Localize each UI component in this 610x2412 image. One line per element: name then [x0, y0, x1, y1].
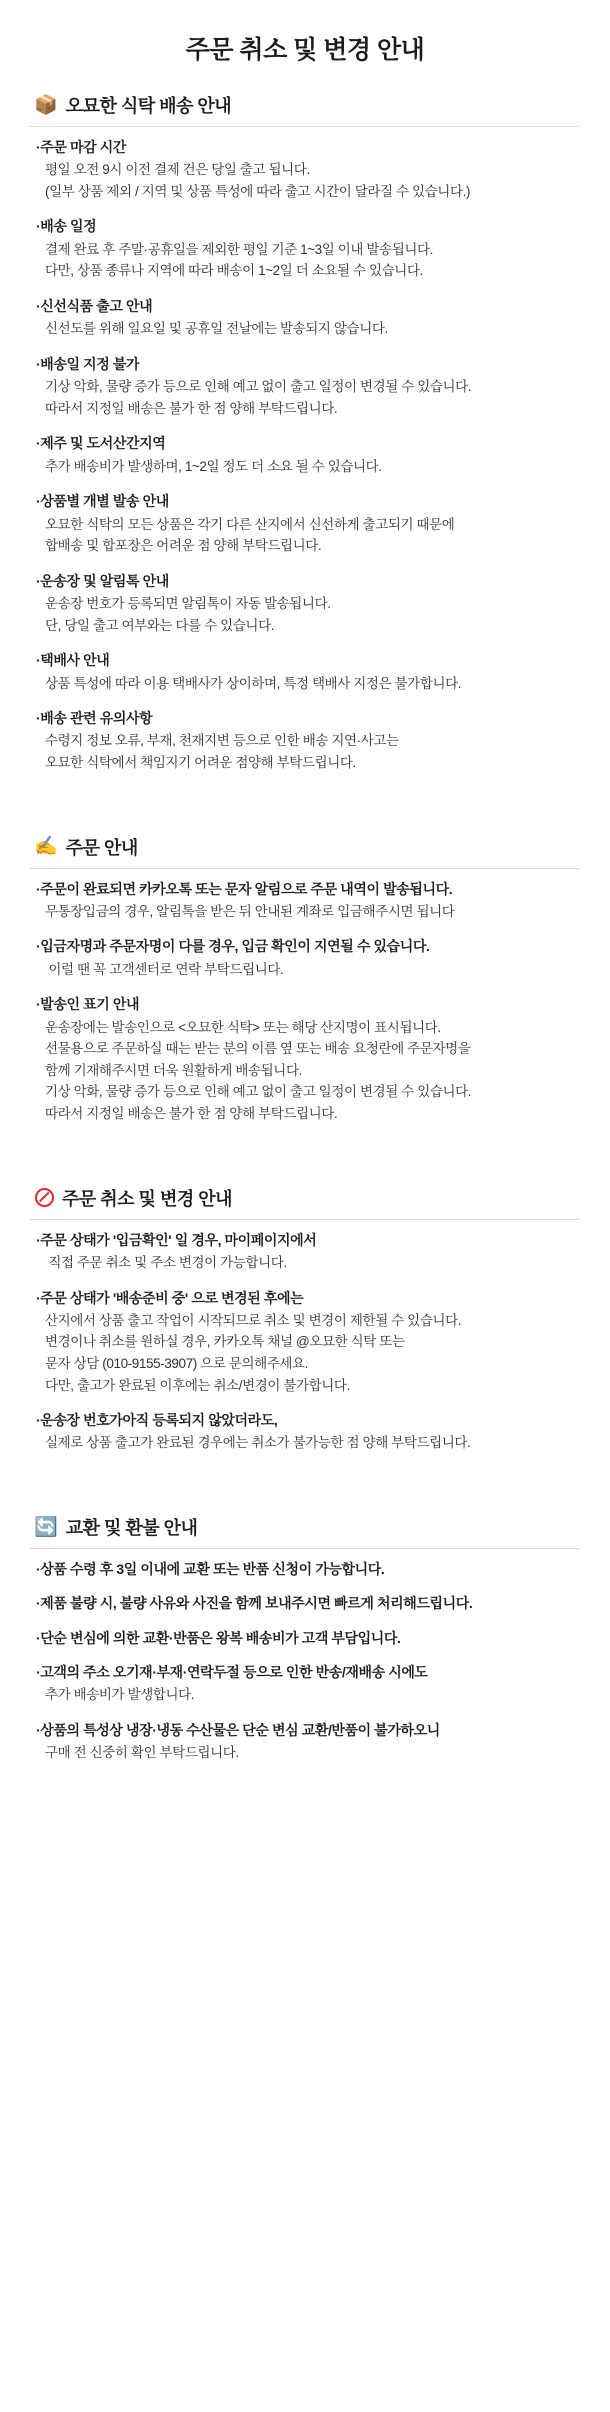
item-line: 구매 전 신중히 확인 부탁드립니다.: [45, 1745, 239, 1761]
item-line: 다만, 상품 종류나 지역에 따라 배송이 1~2일 더 소요될 수 있습니다.: [45, 263, 423, 279]
section-title: 교환 및 환불 안내: [65, 1518, 198, 1539]
item-line: 실제로 상품 출고가 완료된 경우에는 취소가 불가능한 점 양해 부탁드립니다.: [45, 1435, 471, 1451]
item-body: [36, 456, 580, 478]
list-item: [30, 879, 580, 923]
section-cancel-change: [30, 1185, 580, 1454]
list-item: [30, 1230, 580, 1274]
list-item: [30, 354, 580, 419]
item-heading: ·주문이 완료되면 카카오톡 또는 문자 알림으로 주문 내역이 발송됩니다.: [36, 880, 453, 897]
list-item: [30, 1593, 580, 1613]
item-heading: ·주문 상태가 '배송준비 중' 으로 변경된 후에는: [36, 1289, 304, 1306]
item-body: [36, 593, 580, 636]
list-item: [30, 491, 580, 556]
item-line: 수령지 정보 오류, 부재, 천재지변 등으로 인한 배송 지연·사고는: [45, 733, 399, 749]
recycle-box-icon: 🔄: [34, 1516, 58, 1538]
list-item: [30, 1628, 580, 1648]
list-item: [30, 216, 580, 281]
writing-hand-icon: ✍️: [34, 836, 58, 858]
item-heading: ·배송일 지정 불가: [36, 355, 140, 372]
page-title: 주문 취소 및 변경 안내: [185, 36, 425, 64]
section-header: [30, 1514, 580, 1540]
item-heading: ·단순 변심에 의한 교환·반품은 왕복 배송비가 고객 부담입니다.: [36, 1629, 401, 1646]
list-item: [30, 650, 580, 694]
item-heading: ·발송인 표기 안내: [36, 996, 140, 1013]
section-divider: [30, 1219, 580, 1220]
list-item: [30, 571, 580, 636]
item-line: 따라서 지정일 배송은 불가 한 점 양해 부탁드립니다.: [45, 400, 338, 416]
item-line: 오묘한 식탁의 모든 상품은 각기 다른 산지에서 신선하게 출고되기 때문에: [45, 516, 455, 532]
item-line: 산지에서 상품 출고 작업이 시작되므로 취소 및 변경이 제한될 수 있습니다.: [45, 1312, 462, 1328]
item-body: [36, 1310, 580, 1396]
section-order-info: [30, 834, 580, 1125]
item-line: 상품 특성에 따라 이용 택배사가 상이하며, 특정 택배사 지정은 불가합니다.: [45, 675, 462, 691]
list-item: [30, 1720, 580, 1764]
item-line: 직접 주문 취소 및 주소 변경이 가능합니다.: [45, 1254, 287, 1270]
item-heading: ·주문 마감 시간: [36, 139, 126, 155]
item-heading: ·상품 수령 후 3일 이내에 교환 또는 반품 신청이 가능합니다.: [36, 1561, 385, 1578]
item-heading: ·배송 일정: [36, 218, 97, 235]
item-line: 변경이나 취소를 원하실 경우, 카카오톡 채널 @오묘한 식탁 또는: [45, 1334, 405, 1350]
list-item: [30, 1559, 580, 1579]
item-body: [36, 901, 580, 923]
item-body: [36, 1017, 580, 1125]
item-line: 따라서 지정일 배송은 불가 한 점 양해 부탁드립니다.: [45, 1106, 338, 1122]
list-item: [30, 296, 580, 340]
item-heading: ·운송장 번호가아직 등록되지 않았더라도,: [36, 1412, 278, 1429]
list-item: [30, 137, 580, 202]
spacer: [30, 1139, 580, 1165]
item-body: [36, 514, 580, 557]
item-body: [36, 1432, 580, 1454]
package-box-icon: 📦: [34, 94, 58, 116]
section-divider: [30, 868, 580, 869]
item-line: 다만, 출고가 완료된 이후에는 취소/변경이 불가합니다.: [45, 1377, 350, 1393]
section-header: [30, 834, 580, 860]
section-delivery-info: [30, 92, 580, 774]
item-line: 평일 오전 9시 이전 결제 건은 당일 출고 됩니다.: [45, 162, 310, 178]
item-line: 무통장입금의 경우, 알림톡을 받은 뒤 안내된 계좌로 입금해주시면 됩니다: [45, 903, 455, 919]
item-body: [36, 730, 580, 773]
item-heading: ·주문 상태가 '입금확인' 일 경우, 마이페이지에서: [36, 1231, 317, 1248]
item-line: 운송장에는 발송인으로 <오묘한 식탁> 또는 해당 산지명이 표시됩니다.: [45, 1019, 441, 1035]
item-heading: ·배송 관련 유의사항: [36, 710, 153, 727]
item-heading: ·택배사 안내: [36, 652, 110, 669]
item-heading: ·제품 불량 시, 불량 사유와 사진을 함께 보내주시면 빠르게 처리해드립니다.: [36, 1595, 473, 1612]
item-line: 추가 배송비가 발생하며, 1~2일 정도 더 소요 될 수 있습니다.: [45, 458, 382, 474]
item-body: [36, 1742, 580, 1764]
section-divider: [30, 126, 580, 127]
section-header: [30, 1185, 580, 1211]
item-line: 결제 완료 후 주말·공휴일을 제외한 평일 기준 1~3일 이내 발송됩니다.: [45, 241, 433, 257]
list-item: [30, 936, 580, 980]
item-body: [36, 673, 580, 695]
list-item: [30, 994, 580, 1124]
item-line: 함께 기재해주시면 더욱 원활하게 배송됩니다.: [45, 1062, 302, 1078]
list-item: [30, 433, 580, 477]
item-heading: ·신선식품 출고 안내: [36, 297, 153, 314]
item-line: 합배송 및 합포장은 어려운 점 양해 부탁드립니다.: [45, 538, 322, 554]
item-heading: ·상품의 특성상 냉장·냉동 수산물은 단순 변심 교환/반품이 불가하오니: [36, 1721, 440, 1738]
item-line: 운송장 번호가 등록되면 알림톡이 자동 발송됩니다.: [45, 596, 331, 612]
item-heading: ·고객의 주소 오기재·부재·연락두절 등으로 인한 반송/재배송 시에도: [36, 1663, 428, 1680]
no-entry-icon: [34, 1188, 54, 1208]
item-line: 기상 악화, 물량 증가 등으로 인해 예고 없이 출고 일정이 변경될 수 있습니다.: [45, 379, 472, 395]
list-item: [30, 708, 580, 773]
spacer: [30, 1468, 580, 1494]
item-body: [36, 159, 580, 202]
item-body: [36, 959, 580, 981]
item-line: 신선도를 위해 일요일 및 공휴일 전날에는 발송되지 않습니다.: [45, 321, 388, 337]
item-heading: ·입금자명과 주문자명이 다를 경우, 입금 확인이 지연될 수 있습니다.: [36, 938, 430, 955]
item-line: (일부 상품 제외 / 지역 및 상품 특성에 따라 출고 시간이 달라질 수 있습니다.): [45, 183, 471, 199]
item-line: 이럴 땐 꼭 고객센터로 연락 부탁드립니다.: [45, 961, 284, 977]
item-line: 추가 배송비가 발생합니다.: [45, 1687, 195, 1703]
section-title: 오묘한 식탁 배송 안내: [65, 96, 232, 116]
section-divider: [30, 1548, 580, 1549]
list-item: [30, 1288, 580, 1397]
item-heading: ·운송장 및 알림톡 안내: [36, 572, 169, 589]
item-line: 기상 악화, 물량 증가 등으로 인해 예고 없이 출고 일정이 변경될 수 있습니다.: [45, 1084, 472, 1100]
item-line: 문자 상담 (010-9155-3907) 으로 문의해주세요.: [45, 1356, 309, 1371]
item-body: [36, 239, 580, 282]
item-body: [36, 1684, 580, 1706]
section-exchange-refund: [30, 1514, 580, 1764]
item-line: 선물용으로 주문하실 때는 받는 분의 이름 옆 또는 배송 요청란에 주문자명을: [45, 1041, 471, 1057]
item-heading: ·제주 및 도서산간지역: [36, 435, 166, 452]
list-item: [30, 1662, 580, 1706]
section-title: 주문 안내: [65, 837, 138, 858]
item-body: [36, 376, 580, 419]
item-body: [36, 318, 580, 340]
spacer: [30, 788, 580, 814]
section-header: [30, 92, 580, 118]
item-heading: ·상품별 개별 발송 안내: [36, 493, 169, 510]
section-title: 주문 취소 및 변경 안내: [62, 1188, 232, 1209]
list-item: [30, 1410, 580, 1454]
item-body: [36, 1252, 580, 1274]
item-line: 오묘한 식탁에서 책임지기 어려운 점양해 부탁드립니다.: [45, 754, 356, 770]
item-line: 단, 당일 출고 여부와는 다를 수 있습니다.: [45, 617, 275, 633]
